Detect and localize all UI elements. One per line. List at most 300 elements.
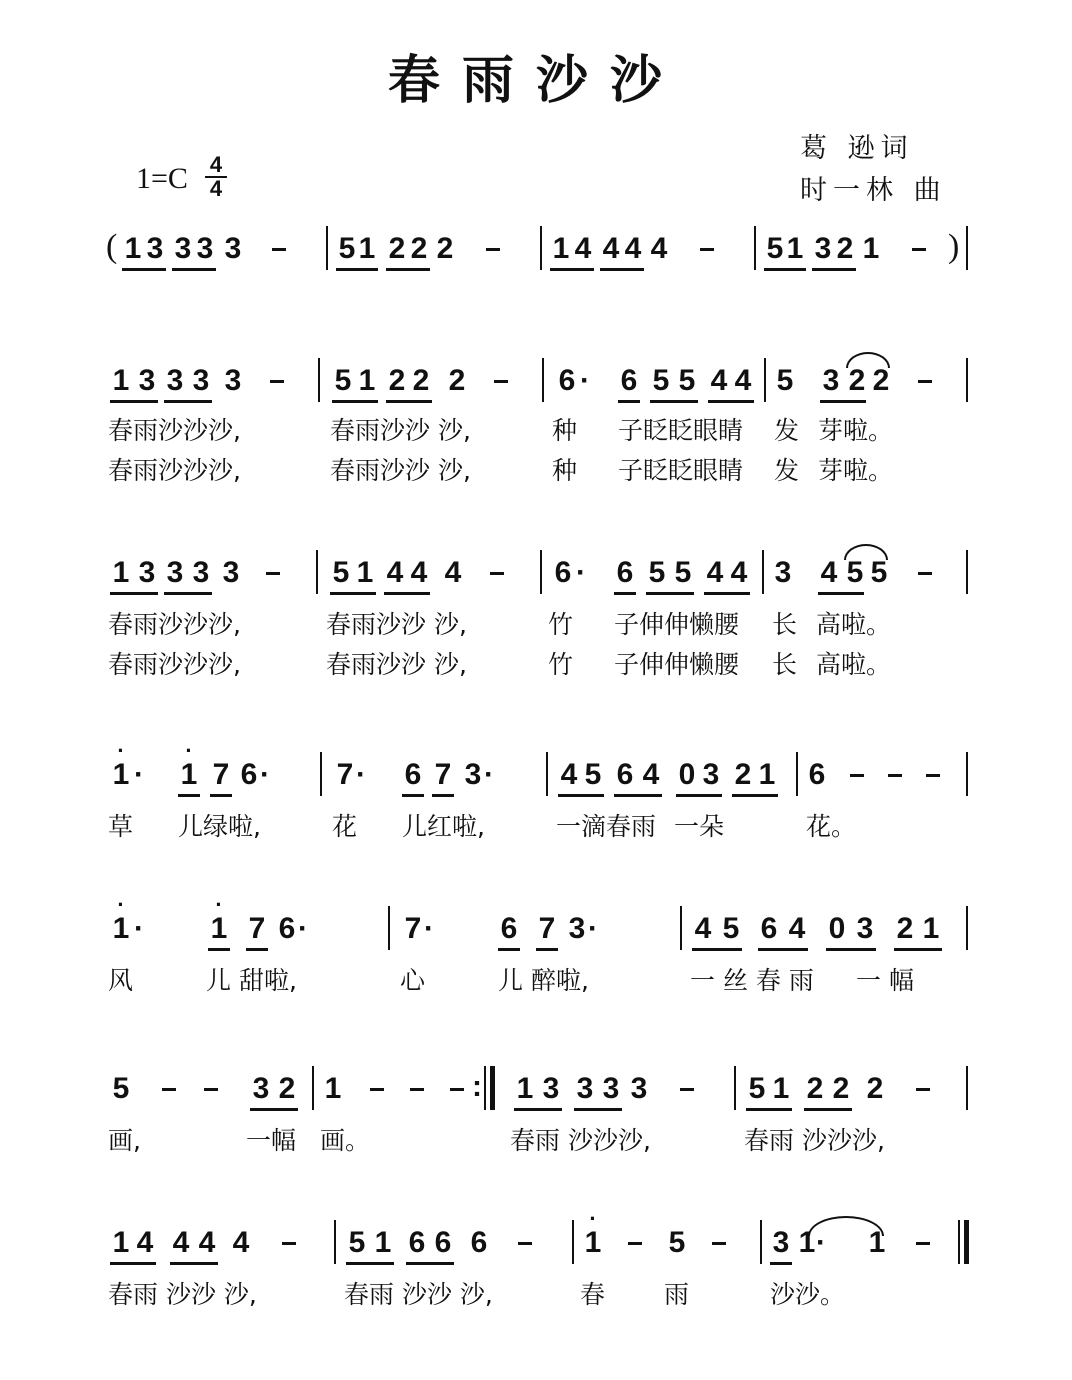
note: 4: [232, 1226, 250, 1259]
note: 2: [388, 364, 406, 397]
note: 3: [224, 232, 242, 265]
lyric: 子眨眨眼睛: [618, 456, 744, 485]
note: 7: [212, 758, 230, 791]
note: 3: [224, 364, 242, 397]
dot: ·: [424, 912, 434, 945]
note: 4: [410, 556, 428, 589]
beam: [346, 1262, 394, 1265]
note: 7: [404, 912, 422, 945]
beam: [704, 592, 750, 595]
note: 4: [706, 556, 724, 589]
dash: [916, 1242, 930, 1245]
note: 1: [112, 364, 130, 397]
note: 3: [464, 758, 482, 791]
note: 1: [516, 1072, 534, 1105]
barline: [796, 752, 798, 796]
lyric: 竹: [548, 650, 574, 679]
note: 5: [348, 1226, 366, 1259]
lyric: 草: [108, 812, 134, 841]
note: 2: [848, 364, 866, 397]
lyric: 芽啦。: [818, 416, 894, 445]
dot: ·: [134, 758, 144, 791]
note: 7: [434, 758, 452, 791]
dot: ·: [816, 1226, 826, 1259]
note: 5: [584, 758, 602, 791]
lyric: 春雨沙沙沙,: [108, 610, 241, 639]
barline: [572, 1220, 574, 1264]
note: 1: [358, 232, 376, 265]
beam: [170, 1262, 218, 1265]
open-paren: (: [106, 228, 118, 265]
note: 4: [574, 232, 592, 265]
note: 5: [112, 1072, 130, 1105]
beam: [498, 948, 520, 951]
note: 1: [112, 1226, 130, 1259]
barline: [966, 226, 968, 270]
note: 1: [356, 556, 374, 589]
dot: ·: [260, 758, 270, 791]
beam: [110, 400, 158, 403]
note: 4: [730, 556, 748, 589]
dash: [266, 572, 280, 575]
dash: [486, 248, 500, 251]
dot: ·: [298, 912, 308, 945]
lyric: 发: [774, 416, 800, 445]
lyric: 种: [552, 416, 578, 445]
note: 3: [856, 912, 874, 945]
note: 6: [278, 912, 296, 945]
lyric: 春雨沙沙沙,: [108, 456, 241, 485]
note: · 1: [210, 892, 228, 945]
beam: [164, 592, 212, 595]
beam: [406, 1262, 454, 1265]
beam: [432, 794, 454, 797]
beam: [618, 400, 640, 403]
dash: [410, 1088, 424, 1091]
note: 1: [124, 232, 142, 265]
note: 5: [870, 556, 888, 589]
lyric: 发: [774, 456, 800, 485]
note: 4: [624, 232, 642, 265]
lyric: 一 幅: [856, 966, 914, 995]
dash: [912, 248, 926, 251]
note: 2: [872, 364, 890, 397]
barline: [540, 550, 542, 594]
close-paren: ): [948, 228, 960, 265]
note: 3: [602, 1072, 620, 1105]
time-signature: [205, 154, 227, 200]
beam: [550, 268, 594, 271]
dash: [680, 1088, 694, 1091]
note: 7: [336, 758, 354, 791]
note: 5: [748, 1072, 766, 1105]
beam: [812, 268, 856, 271]
note: 3: [166, 364, 184, 397]
note: 3: [192, 556, 210, 589]
note: 6: [434, 1226, 452, 1259]
note: 3: [774, 556, 792, 589]
note: 3: [222, 556, 240, 589]
barline: [966, 752, 968, 796]
note: 5: [652, 364, 670, 397]
note: 0: [678, 758, 696, 791]
repeat-dots: :: [472, 1070, 482, 1103]
note: 6: [500, 912, 518, 945]
beam: [330, 592, 376, 595]
beam: [708, 400, 754, 403]
beam: [614, 794, 662, 797]
barline: [762, 550, 764, 594]
note: 1: [758, 758, 776, 791]
dash: [272, 248, 286, 251]
note: 2: [388, 232, 406, 265]
barline: [754, 226, 756, 270]
beam: [732, 794, 778, 797]
note: 1: [798, 1226, 816, 1259]
barline: [388, 906, 390, 950]
note: 5: [332, 556, 350, 589]
barline: [966, 906, 968, 950]
final-barline-thick: [964, 1220, 969, 1264]
lyric: 风: [108, 966, 134, 995]
composer-credit: 时一林 曲: [800, 175, 947, 206]
lyric: 沙沙。: [770, 1280, 846, 1309]
barline: [542, 358, 544, 402]
dash: [490, 572, 504, 575]
lyric: 高啦。: [816, 610, 892, 639]
beam: [178, 794, 200, 797]
lyric: 春: [580, 1280, 606, 1309]
beam: [820, 400, 866, 403]
note: 7: [538, 912, 556, 945]
dot: ·: [576, 556, 586, 589]
staff-row-3: [0, 738, 1072, 818]
beam: [386, 268, 430, 271]
lyric: 长: [772, 650, 798, 679]
final-barline-thin: [958, 1220, 960, 1264]
note: 1: [922, 912, 940, 945]
beam: [384, 592, 430, 595]
staff-row-2: [0, 556, 1072, 616]
note: 2: [836, 232, 854, 265]
dot: ·: [588, 912, 598, 945]
beam: [574, 1108, 622, 1111]
note: 3: [174, 232, 192, 265]
note: 5: [668, 1226, 686, 1259]
note: 0: [828, 912, 846, 945]
note: 4: [788, 912, 806, 945]
dash: [628, 1242, 642, 1245]
lyric: 一幅: [246, 1126, 297, 1155]
note: 2: [866, 1072, 884, 1105]
note: 2: [448, 364, 466, 397]
note: 4: [694, 912, 712, 945]
barline: [734, 1066, 736, 1110]
lyric: 长: [772, 610, 798, 639]
beam: [758, 948, 808, 951]
note: 3: [138, 364, 156, 397]
note: 5: [648, 556, 666, 589]
lyric: 春雨沙沙 沙,: [330, 456, 471, 485]
barline: [680, 906, 682, 950]
lyric: 种: [552, 456, 578, 485]
note: 3: [196, 232, 214, 265]
note: 3: [630, 1072, 648, 1105]
dot: ·: [356, 758, 366, 791]
barline: [966, 1066, 968, 1110]
note: 4: [820, 556, 838, 589]
note: 2: [896, 912, 914, 945]
staff-row-5: [0, 1072, 1072, 1132]
barline: [326, 226, 328, 270]
lyric: 芽啦。: [818, 456, 894, 485]
beam: [770, 1262, 792, 1265]
note: 5: [776, 364, 794, 397]
beam: [208, 948, 230, 951]
beam: [746, 1108, 792, 1111]
dash: [712, 1242, 726, 1245]
beam: [558, 794, 604, 797]
note: 6: [760, 912, 778, 945]
dash: [926, 774, 940, 777]
note: 4: [650, 232, 668, 265]
note: 6: [470, 1226, 488, 1259]
note: 1: [786, 232, 804, 265]
lyric: 儿 醉啦,: [498, 966, 589, 995]
note: 4: [710, 364, 728, 397]
lyric: 春雨 沙沙沙,: [744, 1126, 885, 1155]
staff-row-intro: [0, 228, 1072, 292]
note: 5: [674, 556, 692, 589]
note: 3: [252, 1072, 270, 1105]
beam: [818, 592, 864, 595]
note: 1: [374, 1226, 392, 1259]
barline: [320, 752, 322, 796]
barline: [318, 358, 320, 402]
lyric: 春雨沙沙沙,: [108, 416, 241, 445]
note: 6: [616, 556, 634, 589]
lyric: 画。: [320, 1126, 371, 1155]
beam: [110, 592, 158, 595]
note: 5: [846, 556, 864, 589]
note: 6: [408, 1226, 426, 1259]
lyric: 春雨沙沙 沙,: [326, 650, 467, 679]
beam: [164, 400, 212, 403]
lyricist-credit: 葛 逊词: [800, 133, 914, 164]
note: 3: [814, 232, 832, 265]
lyric: 春雨 沙沙沙,: [510, 1126, 651, 1155]
note: · 1: [584, 1206, 602, 1259]
lyric: 春雨 沙沙 沙,: [344, 1280, 493, 1309]
lyric: 画,: [108, 1126, 141, 1155]
note: 1: [862, 232, 880, 265]
note: 7: [248, 912, 266, 945]
lyric: 一朵: [674, 812, 725, 841]
beam: [336, 268, 378, 271]
lyric: 心: [400, 966, 426, 995]
dash: [282, 1242, 296, 1245]
note: 5: [722, 912, 740, 945]
beam: [764, 268, 806, 271]
dash: [916, 1088, 930, 1091]
dash: [494, 380, 508, 383]
dash: [888, 774, 902, 777]
note: 4: [642, 758, 660, 791]
lyric: 花: [332, 812, 358, 841]
lyric: 春雨沙沙 沙,: [326, 610, 467, 639]
dash: [370, 1088, 384, 1091]
lyric: 儿 甜啦,: [206, 966, 297, 995]
lyric: 春雨 沙沙 沙,: [108, 1280, 257, 1309]
note: 4: [386, 556, 404, 589]
note: 6: [616, 758, 634, 791]
barline: [334, 1220, 336, 1264]
note: 3: [138, 556, 156, 589]
lyric: 子伸伸懒腰: [614, 650, 740, 679]
note: 5: [334, 364, 352, 397]
lyric: 儿绿啦,: [178, 812, 261, 841]
note: 3: [166, 556, 184, 589]
staff-row-6: [0, 1206, 1072, 1286]
note: 2: [410, 232, 428, 265]
note: 4: [602, 232, 620, 265]
note: 3: [542, 1072, 560, 1105]
note: 2: [412, 364, 430, 397]
song-title: 春雨沙沙: [387, 50, 684, 111]
note: 2: [832, 1072, 850, 1105]
dash: [162, 1088, 176, 1091]
beam: [600, 268, 644, 271]
beam: [692, 948, 742, 951]
barline: [312, 1066, 314, 1110]
dash: [518, 1242, 532, 1245]
barline: [966, 358, 968, 402]
dash: [450, 1088, 464, 1091]
dash: [204, 1088, 218, 1091]
lyric: 竹: [548, 610, 574, 639]
beam: [536, 948, 558, 951]
note: 6: [404, 758, 422, 791]
note: 4: [444, 556, 462, 589]
lyric: 雨: [664, 1280, 690, 1309]
beam: [676, 794, 722, 797]
dash: [700, 248, 714, 251]
note: · 1: [112, 892, 130, 945]
dash: [270, 380, 284, 383]
beam: [386, 400, 432, 403]
tie: [844, 544, 888, 560]
beam: [122, 268, 166, 271]
note: 1: [358, 364, 376, 397]
note: 3: [822, 364, 840, 397]
barline: [760, 1220, 762, 1264]
note: 1: [552, 232, 570, 265]
note: 6: [554, 556, 572, 589]
tie: [846, 352, 890, 368]
note: 3: [192, 364, 210, 397]
barline: [316, 550, 318, 594]
note: 3: [576, 1072, 594, 1105]
note: 4: [172, 1226, 190, 1259]
note: 4: [136, 1226, 154, 1259]
note: 2: [278, 1072, 296, 1105]
note: 1: [868, 1226, 886, 1259]
dash: [918, 380, 932, 383]
note: 2: [436, 232, 454, 265]
note: 4: [198, 1226, 216, 1259]
lyric: 春雨沙沙 沙,: [330, 416, 471, 445]
barline: [764, 358, 766, 402]
note: 6: [808, 758, 826, 791]
dot: ·: [134, 912, 144, 945]
beam: [804, 1108, 852, 1111]
beam: [210, 794, 232, 797]
note: 6: [558, 364, 576, 397]
lyric: 花。: [806, 812, 857, 841]
beam: [172, 268, 216, 271]
staff-row-4: [0, 892, 1072, 972]
lyric: 一 丝 春 雨: [690, 966, 814, 995]
beam: [650, 400, 698, 403]
beam: [246, 948, 268, 951]
staff-row-1: [0, 364, 1072, 424]
beam: [110, 1262, 156, 1265]
note: 1: [112, 556, 130, 589]
barline: [546, 752, 548, 796]
note: · 1: [180, 738, 198, 791]
key-signature: 1=C: [136, 162, 188, 195]
note: 2: [734, 758, 752, 791]
dot: ·: [580, 364, 590, 397]
beam: [614, 592, 636, 595]
beam: [646, 592, 694, 595]
beam: [402, 794, 424, 797]
lyric: 春雨沙沙沙,: [108, 650, 241, 679]
note: 4: [560, 758, 578, 791]
lyric: 儿红啦,: [402, 812, 485, 841]
note: 4: [734, 364, 752, 397]
lyric: 高啦。: [816, 650, 892, 679]
meter-bottom: 4: [209, 176, 223, 201]
dash: [850, 774, 864, 777]
dot: ·: [484, 758, 494, 791]
lyric: 子伸伸懒腰: [614, 610, 740, 639]
note: 5: [338, 232, 356, 265]
beam: [894, 948, 942, 951]
note: 3: [772, 1226, 790, 1259]
beam: [332, 400, 378, 403]
note: 1: [324, 1072, 342, 1105]
barline: [966, 550, 968, 594]
beam: [514, 1108, 562, 1111]
note: 3: [146, 232, 164, 265]
note: · 1: [112, 738, 130, 791]
beam: [250, 1108, 298, 1111]
note: 3: [702, 758, 720, 791]
meter-top: 4: [205, 154, 227, 178]
note: 2: [806, 1072, 824, 1105]
note: 3: [568, 912, 586, 945]
note: 1: [772, 1072, 790, 1105]
lyric: 一滴春雨: [556, 812, 657, 841]
note: 5: [678, 364, 696, 397]
lyric: 子眨眨眼睛: [618, 416, 744, 445]
beam: [826, 948, 876, 951]
dash: [918, 572, 932, 575]
note: 6: [240, 758, 258, 791]
barline: [540, 226, 542, 270]
note: 6: [620, 364, 638, 397]
